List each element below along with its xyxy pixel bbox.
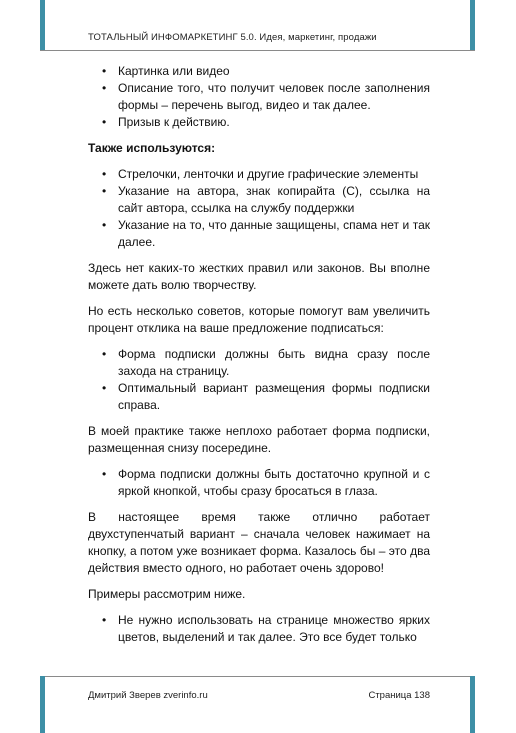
list-item: • Призыв к действию. — [88, 114, 430, 131]
list-item: • Описание того, что получит человек после заполнения формы – перечень выгод, видео и так далее. — [88, 80, 430, 114]
page-body — [88, 63, 430, 655]
page-header-title: ТОТАЛЬНЫЙ ИНФОМАРКЕТИНГ 5.0. Идея, маркетинг, продажи — [88, 32, 377, 43]
bullet-list-colors — [88, 612, 430, 646]
list-item: • Указание на то, что данные защищены, спама нет и так далее. — [88, 217, 430, 251]
list-item: • Стрелочки, ленточки и другие графические элементы — [88, 166, 430, 183]
list-item: • Не нужно использовать на странице множество ярких цветов, выделений и так далее. Это все будет только — [88, 612, 430, 646]
bullet-list-tips — [88, 346, 430, 414]
bullet-list-form-elements — [88, 63, 430, 131]
paragraph: В моей практике также неплохо работает форма подписки, размещенная снизу посередине. — [88, 424, 430, 455]
subheading-also-used: Также используются: — [88, 141, 216, 155]
list-item: • Указание на автора, знак копирайта (С), ссылка на сайт автора, ссылка на службу поддержки — [88, 183, 430, 217]
list-item: • Картинка или видео — [88, 63, 430, 80]
paragraph: Здесь нет каких-то жестких правил или законов. Вы вполне можете дать волю творчеству. — [88, 261, 430, 292]
list-item: • Форма подписки должны быть видна сразу после захода на страницу. — [88, 346, 430, 380]
header-accent-bar-right — [470, 0, 475, 50]
list-item: • Форма подписки должны быть достаточно крупной и с яркой кнопкой, чтобы сразу бросаться в глаза. — [88, 466, 430, 500]
paragraph: В настоящее время также отлично работает двухступенчатый вариант – сначала человек нажимает на кнопку, а потом уже возникает форма. Казалось бы – это два действия вместо одного, но работает очень здорово! — [88, 510, 430, 575]
list-item: • Оптимальный вариант размещения формы подписки справа. — [88, 380, 430, 414]
footer-divider — [40, 676, 475, 677]
bullet-list-extra-elements — [88, 166, 430, 251]
paragraph: Примеры рассмотрим ниже. — [88, 587, 246, 601]
footer-accent-bar-right — [470, 676, 475, 733]
bullet-list-form-size — [88, 466, 430, 500]
header-accent-bar-left — [40, 0, 45, 50]
footer-page-number: Страница 138 — [368, 690, 430, 701]
footer-author: Дмитрий Зверев zverinfo.ru — [88, 690, 208, 701]
header-divider — [40, 50, 475, 51]
paragraph: Но есть несколько советов, которые помогут вам увеличить процент отклика на ваше предложение подписаться: — [88, 304, 430, 335]
footer-accent-bar-left — [40, 676, 45, 733]
